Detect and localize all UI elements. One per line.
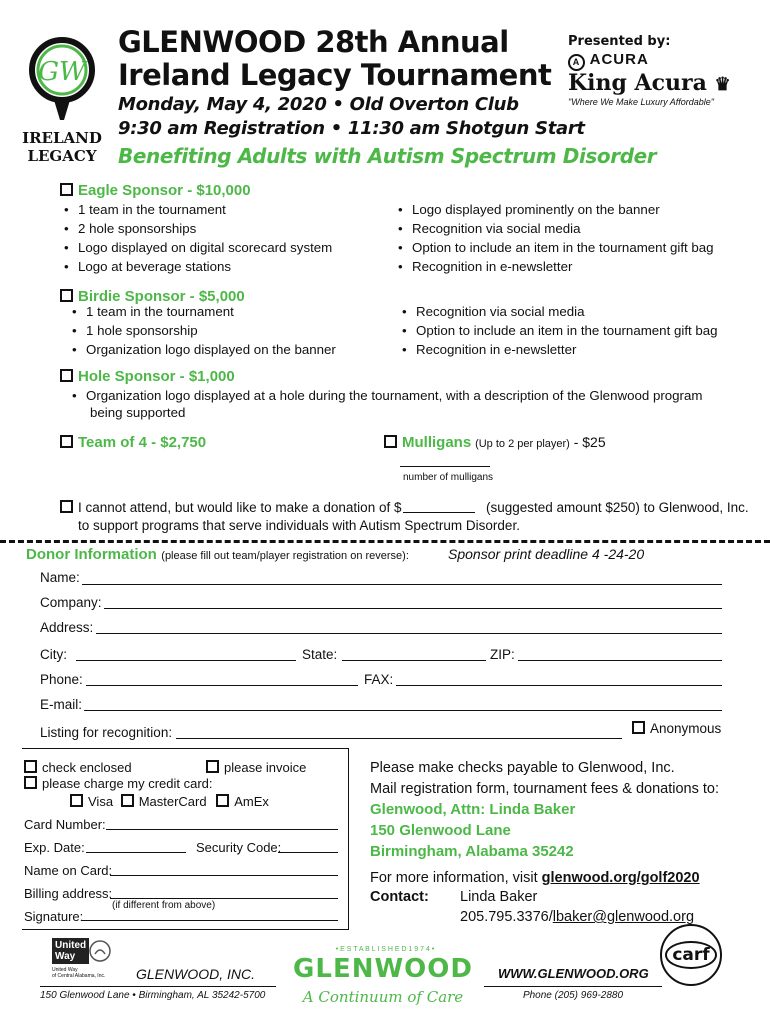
birdie-benefits-left: • 1 team in the tournament • 1 hole sponsorship • Organization logo displayed on the banner — [72, 302, 336, 359]
exp-date-label: Exp. Date: — [24, 840, 85, 855]
mulligans-option[interactable]: Mulligans (Up to 2 per player) - $25 — [384, 434, 606, 451]
address-label: Address: — [40, 620, 94, 635]
credit-card-checkbox[interactable] — [24, 776, 37, 789]
mail-address-2: 150 Glenwood Lane — [370, 822, 511, 839]
crown-icon: ♛ — [714, 74, 731, 95]
email-link[interactable]: lbaker@glenwood.org — [552, 909, 695, 925]
presented-by-label: Presented by: — [568, 34, 671, 49]
golf-ball-logo-icon — [20, 32, 104, 122]
email-label: E-mail: — [40, 697, 83, 712]
donor-header: Donor Information (please fill out team/player registration on reverse): — [26, 546, 409, 563]
mastercard-option[interactable]: MasterCard — [121, 794, 207, 809]
company-label: Company: — [40, 595, 102, 610]
hole-benefits: • Organization logo displayed at a hole during the tournament, with a description of the Glenwood program — [72, 386, 702, 405]
city-input[interactable] — [76, 660, 296, 661]
billing-address-label: Billing address: — [24, 886, 113, 901]
company-input[interactable] — [104, 608, 722, 609]
contact-name: Linda Baker — [460, 889, 538, 905]
eagle-benefits-right: • Logo displayed prominently on the banner • Recognition via social media • Option to include an item in the tournament gift bag • Recognition in e-newsletter — [398, 200, 714, 276]
name-input[interactable] — [82, 584, 722, 585]
card-number-label: Card Number: — [24, 817, 106, 832]
mail-address-3: Birmingham, Alabama 35242 — [370, 843, 574, 860]
title-line2: Ireland Legacy Tournament — [118, 58, 552, 92]
security-code-input[interactable] — [278, 852, 338, 853]
card-type-options — [70, 794, 269, 809]
title-line1: GLENWOOD 28th Annual — [118, 25, 509, 59]
zip-label: ZIP: — [490, 647, 515, 662]
cut-line — [0, 540, 770, 543]
donation-text2: (suggested amount $250) to Glenwood, Inc. — [486, 500, 749, 515]
team-checkbox[interactable] — [60, 435, 73, 448]
card-number-input[interactable] — [106, 829, 338, 830]
mulligans-label: number of mulligans — [403, 472, 494, 483]
phone-label: Phone: — [40, 672, 83, 687]
united-way-logo: United Way United Way of Central Alabama, Inc. — [52, 938, 112, 979]
anonymous-checkbox[interactable] — [632, 721, 645, 734]
payable-line: Please make checks payable to Glenwood, Inc. — [370, 760, 675, 776]
eagle-sponsor-option[interactable]: Eagle Sponsor - $10,000 — [60, 182, 251, 199]
listing-label: Listing for recognition: — [40, 725, 173, 740]
billing-note: (if different from above) — [112, 900, 216, 911]
name-label: Name: — [40, 570, 80, 585]
hole-sponsor-option[interactable]: Hole Sponsor - $1,000 — [60, 368, 235, 385]
mulligans-checkbox[interactable] — [384, 435, 397, 448]
check-checkbox[interactable] — [24, 760, 37, 773]
team-of-4-option[interactable]: Team of 4 - $2,750 — [60, 434, 206, 451]
fax-input[interactable] — [396, 685, 722, 686]
exp-date-input[interactable] — [86, 852, 186, 853]
fax-label: FAX: — [364, 672, 394, 687]
state-label: State: — [302, 647, 338, 662]
mail-address-1: Glenwood, Attn: Linda Baker — [370, 801, 576, 818]
presenter-block — [568, 34, 758, 107]
carf-badge: carf — [665, 941, 716, 969]
email-input[interactable] — [84, 710, 722, 711]
footer-address-bar: 150 Glenwood Lane • Birmingham, AL 35242-5700 — [40, 986, 276, 1001]
donation-option[interactable]: I cannot attend, but would like to make a donation of $ — [60, 500, 401, 515]
billing-address-input[interactable] — [110, 898, 338, 899]
glenwood-since: • E S T A B L I S H E D 1 9 7 4 • — [335, 946, 435, 953]
united-way-badge: United Way — [52, 938, 89, 964]
name-on-card-label: Name on Card: — [24, 863, 113, 878]
visa-option[interactable]: Visa — [70, 794, 113, 809]
donation-checkbox[interactable] — [60, 500, 73, 513]
svg-text:GW: GW — [38, 57, 86, 87]
more-info: For more information, visit glenwood.org/golf2020 — [370, 870, 700, 886]
signature-input[interactable] — [82, 920, 338, 921]
ireland-legacy-logo — [20, 32, 104, 165]
credit-card-option[interactable]: please charge my credit card: — [24, 776, 213, 791]
check-enclosed-option[interactable]: check enclosed — [24, 760, 132, 775]
anonymous-option[interactable]: Anonymous — [632, 721, 721, 736]
footer-phone-bar: Phone (205) 969-2880 — [484, 986, 662, 1001]
invoice-checkbox[interactable] — [206, 760, 219, 773]
acura-brand: A ACURA — [568, 51, 758, 71]
mulligans-input[interactable] — [400, 466, 490, 467]
contact-label: Contact: — [370, 889, 429, 905]
birdie-checkbox[interactable] — [60, 289, 73, 302]
footer-org: GLENWOOD, INC. — [136, 966, 256, 982]
date-line: Monday, May 4, 2020 • Old Overton Club — [118, 94, 519, 115]
state-input[interactable] — [342, 660, 486, 661]
listing-input[interactable] — [176, 738, 622, 739]
city-label: City: — [40, 647, 67, 662]
eagle-checkbox[interactable] — [60, 183, 73, 196]
donation-amount-input[interactable] — [403, 512, 475, 513]
sponsor-deadline: Sponsor print deadline 4 -24-20 — [448, 546, 645, 562]
birdie-sponsor-option[interactable]: Birdie Sponsor - $5,000 — [60, 288, 245, 305]
amex-option[interactable]: AmEx — [216, 794, 269, 809]
mail-line: Mail registration form, tournament fees & donations to: — [370, 781, 719, 797]
carf-seal — [660, 924, 722, 986]
footer-web: WWW.GLENWOOD.ORG — [498, 966, 649, 981]
security-code-label: Security Code: — [196, 840, 282, 855]
presenter-tagline: "Where We Make Luxury Affordable" — [568, 97, 714, 107]
address-input[interactable] — [96, 633, 722, 634]
logo-line1: IRELAND — [22, 129, 102, 147]
name-on-card-input[interactable] — [110, 875, 338, 876]
hole-checkbox[interactable] — [60, 369, 73, 382]
time-line: 9:30 am Registration • 11:30 am Shotgun Start — [118, 118, 585, 139]
acura-icon: A — [568, 54, 585, 71]
logo-line2: LEGACY — [27, 147, 97, 165]
eagle-benefits-left: • 1 team in the tournament • 2 hole sponsorships • Logo displayed on digital scorecard system • Logo at beverage stations — [64, 200, 332, 276]
benefit-line: Benefiting Adults with Autism Spectrum Disorder — [118, 144, 657, 168]
contact-phone-email: 205.795.3376/lbaker@glenwood.org — [460, 909, 695, 925]
signature-label: Signature: — [24, 909, 84, 924]
donation-line2: to support programs that serve individuals with Autism Spectrum Disorder. — [78, 518, 520, 533]
invoice-option[interactable]: please invoice — [206, 760, 306, 775]
birdie-benefits-right: • Recognition via social media • Option to include an item in the tournament gift bag • Recognition in e-newsletter — [402, 302, 718, 359]
united-way-hand-icon — [89, 940, 111, 962]
phone-input[interactable] — [86, 685, 358, 686]
zip-input[interactable] — [518, 660, 722, 661]
dealer-name: King Acura ♛ — [568, 70, 731, 96]
glenwood-tagline: A Continuum of Care — [302, 988, 464, 1006]
golf-link[interactable]: glenwood.org/golf2020 — [541, 870, 700, 886]
glenwood-brand: GLENWOOD — [293, 954, 473, 984]
hole-benefit-cont: being supported — [90, 405, 186, 420]
